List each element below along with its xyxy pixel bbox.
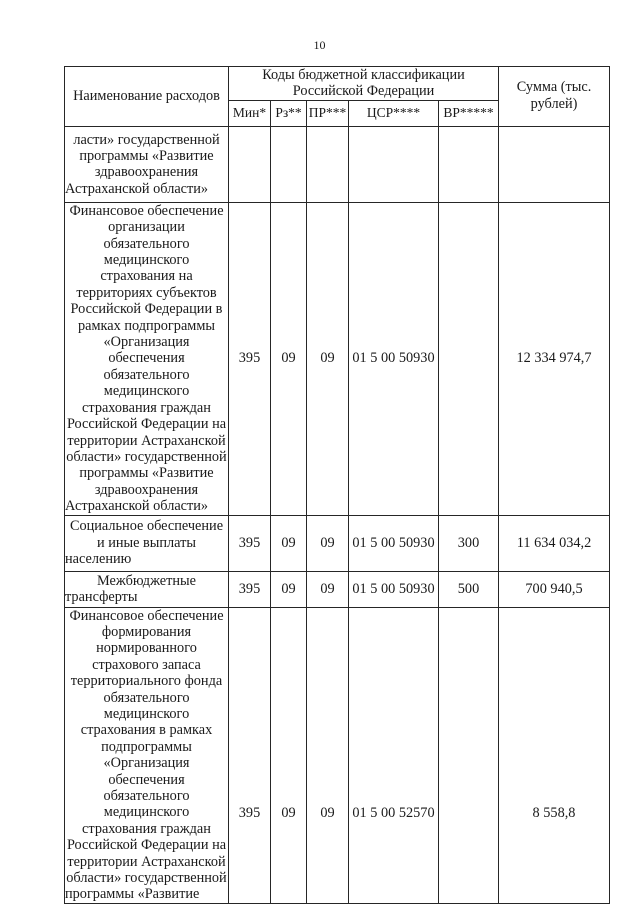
row-sum: 700 940,5 (499, 571, 610, 607)
row-pr: 09 (307, 571, 349, 607)
table-row (65, 571, 610, 607)
column-header-vr: ВР***** (439, 100, 499, 126)
column-header-sum: Сумма (тыс. рублей) (499, 67, 610, 127)
row-vr: 500 (439, 571, 499, 607)
row-sum: 11 634 034,2 (499, 515, 610, 571)
row-vr (439, 607, 499, 903)
row-csr: 01 5 00 50930 (349, 515, 439, 571)
column-header-codes: Коды бюджетной классификации Российской Федерации (229, 67, 499, 101)
column-header-pr: ПР*** (307, 100, 349, 126)
row-csr: 01 5 00 52570 (349, 607, 439, 903)
row-csr (349, 126, 439, 202)
row-min (229, 126, 271, 202)
row-name: ласти» государственной программы «Развитие здравоохранения Астраханской области» (65, 126, 229, 202)
row-pr: 09 (307, 607, 349, 903)
row-sum: 8 558,8 (499, 607, 610, 903)
row-rz: 09 (271, 202, 307, 515)
row-pr: 09 (307, 202, 349, 515)
row-min: 395 (229, 202, 271, 515)
row-vr (439, 126, 499, 202)
row-name: Финансовое обеспечение организации обязательного медицинского страхования на территориях субъектов Российской Федерации в рамках подпрограммы «Организация обеспечения обязательного медицинского страхования граждан Российской Федерации на территории Астраханской области» государственной программы «Развитие здравоохранения Астраханской области» (65, 202, 227, 515)
row-rz: 09 (271, 515, 307, 571)
table-row (65, 607, 610, 903)
budget-table (64, 66, 610, 904)
table-header-row (65, 67, 610, 101)
row-sum (499, 126, 610, 202)
page-number: 10 (313, 38, 326, 52)
column-header-rz: Рз** (271, 100, 307, 126)
row-csr: 01 5 00 50930 (349, 202, 439, 515)
row-name: Финансовое обеспечение формирования нормированного страхового запаса территориального фонда обязательного медицинского страхования в рамках подпрограммы «Организация обеспечения обязательного медицинского страхования граждан Российской Федерации на территории Астраханской области» государственной программы «Развитие (65, 607, 227, 903)
row-vr: 300 (439, 515, 499, 571)
row-csr: 01 5 00 50930 (349, 571, 439, 607)
table-row (65, 202, 610, 515)
row-min: 395 (229, 515, 271, 571)
row-rz (271, 126, 307, 202)
column-header-name: Наименование расходов (65, 67, 229, 127)
column-header-min: Мин* (229, 100, 271, 126)
table-row (65, 515, 610, 571)
row-sum: 12 334 974,7 (499, 202, 610, 515)
row-min: 395 (229, 607, 271, 903)
row-vr (439, 202, 499, 515)
row-pr (307, 126, 349, 202)
row-min: 395 (229, 571, 271, 607)
table-row (65, 126, 610, 202)
row-rz: 09 (271, 607, 307, 903)
row-pr: 09 (307, 515, 349, 571)
row-rz: 09 (271, 571, 307, 607)
row-name: Социальное обеспечение и иные выплаты населению (65, 515, 229, 571)
column-header-csr: ЦСР**** (349, 100, 439, 126)
row-name: Межбюджетные трансферты (65, 571, 229, 607)
